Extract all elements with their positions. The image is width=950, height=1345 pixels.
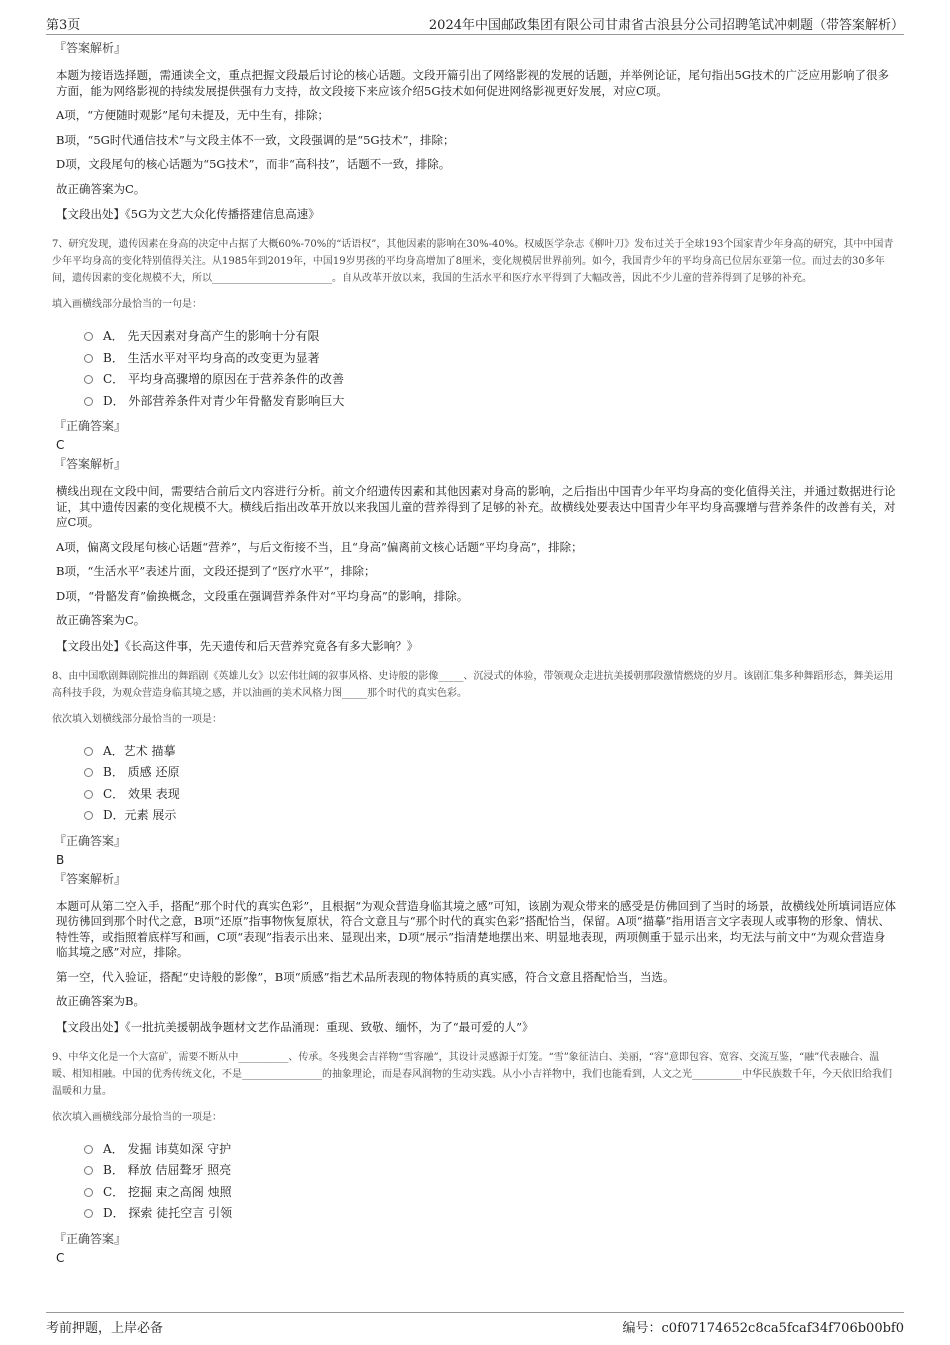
q6-analysis-para: A项，“方便随时观影”尾句未提及，无中生有，排除； [56, 108, 330, 122]
q9-option-d[interactable]: D． 探索 徒托空言 引领 [84, 1203, 896, 1225]
q6-analysis-para: D项，文段尾句的核心话题为“5G技术”，而非“高科技”，话题不一致，排除。 [56, 157, 451, 171]
q8-options [84, 741, 896, 827]
radio-icon[interactable] [84, 332, 93, 341]
main-content [52, 40, 897, 1269]
q9-instruction: 依次填入画横线部分最恰当的一项是： [52, 1111, 222, 1123]
q7-analysis-para: D项，“骨骼发育”偷换概念，文段重在强调营养条件对“平均身高”的影响，排除。 [56, 588, 469, 603]
q8-source: 【文段出处】《一批抗美援朝战争题材文艺作品涌现：重现、致敬、缅怀，为了“最可爱的人”》 [56, 1019, 534, 1034]
page-number: 第3页 [46, 18, 81, 33]
q8-option-b[interactable]: B． 质感 还原 [84, 762, 896, 784]
q6-analysis-para: 本题为接语选择题，需通读全文，重点把握文段最后讨论的核心话题。文段开篇引出了网络影视的发展的话题，并举例论证，尾句指出5G技术的广泛应用影响了很多方面，能为网络影视的持续发展提供强有力支持，故文段接下来应该介绍5G技术如何促进网络影视更好发展，对应C项。 [56, 68, 889, 98]
q7-option-b[interactable]: B． 生活水平对平均身高的改变更为显著 [84, 348, 896, 370]
q9-option-c[interactable]: C． 挖掘 束之高阁 烛照 [84, 1182, 896, 1204]
q7-correct-label: 『正确答案』 [54, 419, 127, 433]
radio-icon[interactable] [84, 354, 93, 363]
q8-correct-label: 『正确答案』 [54, 833, 127, 848]
q7-stem: 7、研究发现，遗传因素在身高的决定中占据了大概60%-70%的“话语权”，其他因素的影响在30%-40%。权威医学杂志《柳叶刀》发布过关于全球193个国家青少年身高的研究，其中中国青少年平均身高的变化特别值得关注。从1985年到2019年，中国19岁男孩的平均身高增加了8厘米，变化规模居世界前列。如今，我国青少年的平均身高已位居东亚第一位。而过去的30多年间，遗传因素的变化规模不大，所以________________________。自从改革开放以来，我国的生活水平和医疗水平得到了大幅改善，因此不少儿童的营养得到了足够的补充。 [52, 239, 894, 284]
q7-answer: C [56, 438, 65, 452]
q6-source: 【文段出处】《5G为文艺大众化传播搭建信息高速》 [56, 207, 320, 221]
q7-analysis-para: 横线出现在文段中间，需要结合前后文内容进行分析。前文介绍遗传因素和其他因素对身高的影响，之后指出中国青少年平均身高的变化值得关注，并通过数据进行论证，其中遗传因素的变化规模不大。横线后指出改革开放以来我国儿童的营养得到了足够的补充。故横线处要表达中国青少年平均身高骤增与营养条件的改善有关，对应C项。 [56, 484, 896, 529]
q7-option-d[interactable]: D． 外部营养条件对青少年骨骼发育影响巨大 [84, 391, 896, 413]
q7-option-c[interactable]: C． 平均身高骤增的原因在于营养条件的改善 [84, 369, 896, 391]
q9-option-b[interactable]: B． 释放 佶屈聱牙 照亮 [84, 1160, 896, 1182]
q8-option-d[interactable]: D．元素 展示 [84, 805, 896, 827]
q8-analysis-para: 第一空，代入验证，搭配“史诗般的影像”，B项“质感”指艺术品所表现的物体特质的真实感，符合文意且搭配恰当，当选。 [56, 969, 675, 984]
q7-analysis-para: 故正确答案为C。 [56, 613, 146, 627]
radio-icon[interactable] [84, 375, 93, 384]
q7-analysis-para: A项，偏离文段尾句核心话题“营养”，与后文衔接不当，且“身高”偏离前文核心话题“平均身高”，排除； [56, 539, 583, 554]
q7-analysis-label: 『答案解析』 [54, 457, 127, 471]
document-title: 2024年中国邮政集团有限公司甘肃省古浪县分公司招聘笔试冲刺题（带答案解析） [428, 18, 904, 33]
q9-correct-label: 『正确答案』 [54, 1231, 127, 1246]
radio-icon[interactable] [84, 811, 93, 820]
radio-icon[interactable] [84, 1145, 93, 1154]
q6-analysis-para: B项，“5G时代通信技术”与文段主体不一致，文段强调的是“5G技术”，排除； [56, 132, 455, 147]
q9-stem: 9、中华文化是一个大富矿，需要不断从中__________、传承。冬残奥会吉祥物“雪容融”，其设计灵感源于灯笼。“雪”象征洁白、美丽，“容”意即包容、宽容、交流互鉴，“融”代表融合、温暖、相知相融。中国的优秀传统文化，不是________________的抽象理论，而是春风润物的生动实践。从小小吉祥物中，我们也能看到，人文之光__________中华民族数千年，今天依旧给我们温暖和力量。 [52, 1051, 892, 1097]
q9-answer: C [56, 1250, 65, 1265]
q8-analysis-para: 故正确答案为B。 [56, 994, 145, 1008]
page-header [46, 12, 904, 35]
q7-source: 【文段出处】《长高这件事，先天遗传和后天营养究竟各有多大影响？》 [56, 638, 419, 653]
q8-instruction: 依次填入划横线部分最恰当的一项是： [52, 713, 222, 725]
q6-analysis-label: 『答案解析』 [54, 41, 127, 55]
radio-icon[interactable] [84, 790, 93, 799]
page-footer [46, 1312, 904, 1337]
radio-icon[interactable] [84, 1188, 93, 1197]
q9-option-a[interactable]: A． 发掘 讳莫如深 守护 [84, 1139, 896, 1161]
q8-analysis-label: 『答案解析』 [54, 871, 127, 886]
radio-icon[interactable] [84, 397, 93, 406]
q8-option-a[interactable]: A．艺术 描摹 [84, 741, 896, 763]
radio-icon[interactable] [84, 1209, 93, 1218]
q6-analysis-para: 故正确答案为C。 [56, 181, 146, 196]
q8-answer: B [56, 852, 65, 867]
q9-options [84, 1139, 896, 1225]
q7-option-a[interactable]: A． 先天因素对身高产生的影响十分有限 [84, 326, 896, 348]
radio-icon[interactable] [84, 747, 93, 756]
footer-slogan: 考前押题，上岸必备 [46, 1321, 164, 1336]
q8-option-c[interactable]: C． 效果 表现 [84, 784, 896, 806]
q7-instruction: 填入画横线部分最恰当的一句是： [52, 299, 202, 310]
document-code: 编号：c0f07174652c8ca5fcaf34f706b00bf0 [622, 1321, 904, 1336]
q7-options [84, 326, 896, 412]
q7-analysis-para: B项，“生活水平”表述片面，文段还提到了“医疗水平”，排除； [56, 564, 376, 578]
q8-analysis-para: 本题可从第二空入手，搭配“那个时代的真实色彩”，且根据“为观众营造身临其境之感”可知，该剧为观众带来的感受是仿佛回到了当时的场景，故横线处所填词语应体现彷彿回到那个时代之意，B项“还原”指事物恢复原状，符合文意且与“那个时代的真实色彩”搭配恰当，保留。A项“描摹”指用语言文字表现人或事物的形象、情状、特性等，或指照着底样写和画，C项“表现”指表示出来、显现出来，D项“展示”指清楚地摆出来、明显地表现，两项侧重于显示出来，均无法与前文中“为观众营造身临其境之感”对应，排除。 [56, 898, 897, 959]
radio-icon[interactable] [84, 1166, 93, 1175]
radio-icon[interactable] [84, 768, 93, 777]
q8-stem: 8、由中国歌剧舞剧院推出的舞蹈剧《英雄儿女》以宏伟壮阔的叙事风格、史诗般的影像_____、沉浸式的体验，带领观众走进抗美援朝那段激情燃烧的岁月。该剧汇集多种舞蹈形态，舞美运用高科技手段，为观众营造身临其境之感，并以油画的美术风格力图_____那个时代的真实色彩。 [52, 670, 894, 699]
